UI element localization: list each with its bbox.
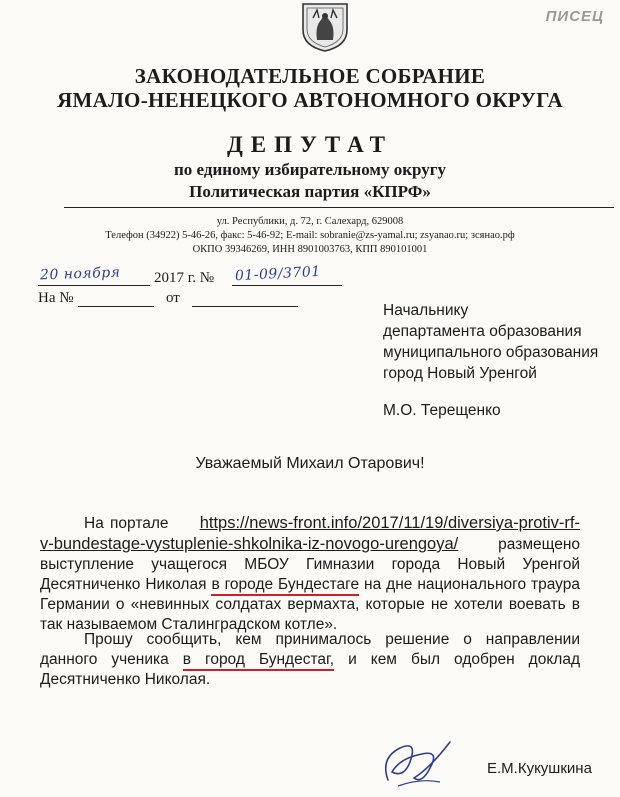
reply-date-underline [192,306,298,307]
number-underline [232,285,342,286]
news-link[interactable]: https://news-front.info/2017/11/19/diversiya-protiv-rf-v-bundestage-vystuplenie-shkolnika-iz-novogo-urengoya/ [40,514,580,553]
p1-mid-text: размещено выступление учащегося МБОУ Гимназии города Новый Уренгой Десятниченко Николая [40,536,580,593]
date-underline [38,285,150,286]
letter-paragraph-2 [40,630,580,690]
signatory-name: Е.М.Кукушкина [487,760,592,777]
addressee-line3: муниципального образования [383,344,599,361]
highlighted-phrase-1: в городе Бундестаге [211,576,359,596]
p2-start-text: Прошу сообщить, кем принималось решение о направлении данного ученика [40,631,580,668]
contact-codes: ОКПО 39346269, ИНН 8901003763, КПП 890101001 [192,244,428,255]
document-title: ДЕПУТАТ [226,132,394,157]
addressee-line4: город Новый Уренгой [383,365,537,382]
subtitle-district: по единому избирательному округу [174,160,446,179]
addressee-line2: департамента образования [383,323,582,340]
organization-name-line1: ЗАКОНОДАТЕЛЬНОЕ СОБРАНИЕ [134,64,486,88]
signature-icon [370,728,460,790]
reply-number-underline [78,306,154,307]
p2-end-text: и кем был одобрен доклад Десятниченко Николая. [40,651,580,688]
highlighted-phrase-2: в город Бундестаг, [183,651,334,671]
addressee-name: М.О. Терещенко [383,402,501,419]
p1-end-text: на дне национального траура Германии о «невинных солдатах вермахта, которые не хотели воевать в так называемом Сталинградском котле». [40,576,580,633]
header-divider [64,207,614,208]
handwritten-date: 20 ноября [39,264,121,284]
letter-paragraph-1 [40,513,580,635]
addressee-line1: Начальнику [383,302,469,319]
greeting: Уважаемый Михаил Отарович! [195,455,425,472]
p1-start-text: На портале [84,515,169,532]
reply-to-number-label: На № [38,290,74,306]
organization-name-line2: ЯМАЛО-НЕНЕЦКОГО АВТОНОМНОГО ОКРУГА [57,88,563,112]
year-and-number-label: 2017 г. № [154,270,215,286]
handwritten-number: 01-09/3701 [234,263,322,285]
watermark: ПИСЕЦ [545,8,604,25]
reply-date-label: от [166,290,180,306]
coat-of-arms-icon [295,0,355,52]
contact-phone-email: Телефон (34922) 5-46-26, факс: 5-46-92; E-mail: sobranie@zs-yamal.ru; zsyanao.ru; зсянао.рф [105,230,515,241]
subtitle-party: Политическая партия «КПРФ» [189,182,431,201]
contact-address: ул. Республики, д. 72, г. Салехард, 629008 [216,216,404,227]
